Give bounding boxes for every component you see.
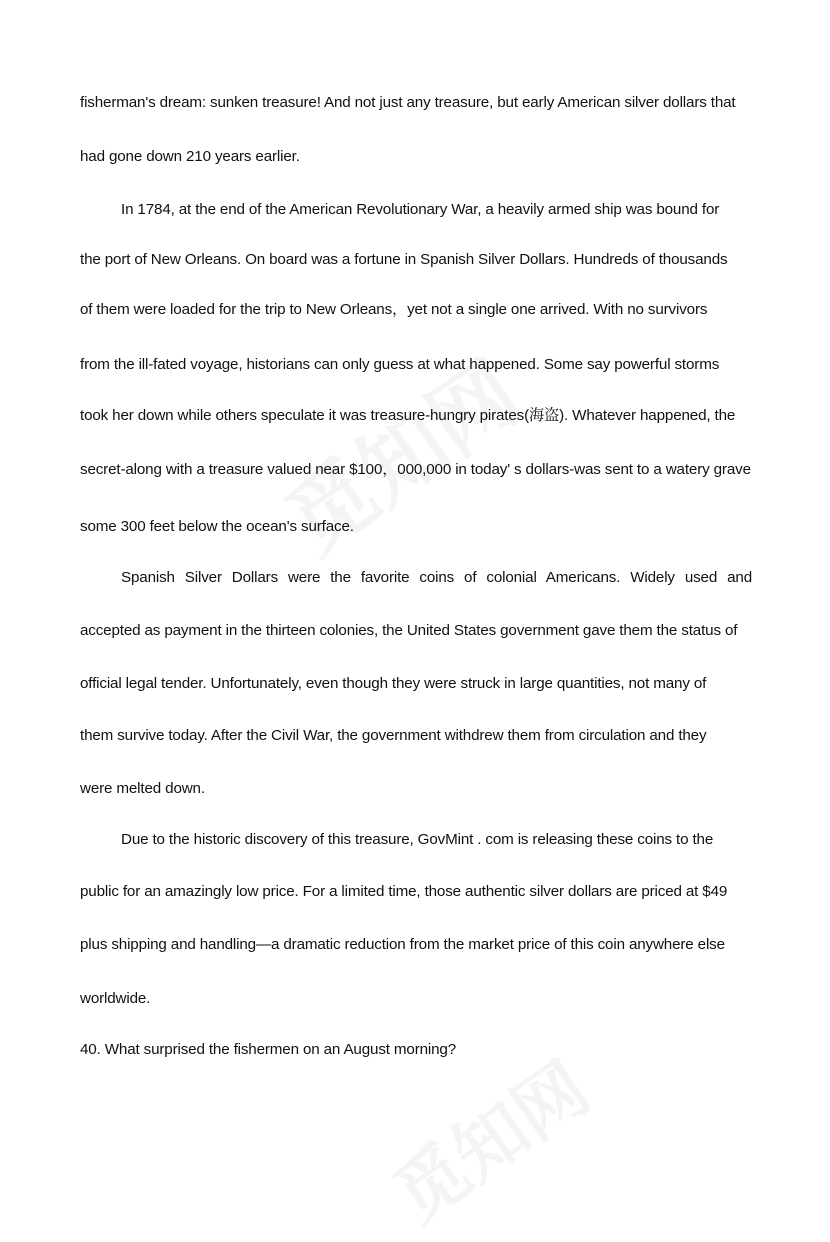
paragraph-line: fisherman's dream: sunken treasure! And not just any treasure, but early American silver dollars that: [80, 94, 736, 111]
question-text: 40. What surprised the fishermen on an August morning?: [80, 1041, 457, 1058]
paragraph-line: official legal tender. Unfortunately, even though they were struck in large quantities, not many of: [80, 675, 707, 692]
watermark-logo: [370, 1032, 607, 1241]
paragraph-line: Due to the historic discovery of this treasure, GovMint . com is releasing these coins to the: [121, 831, 714, 848]
paragraph-line: public for an amazingly low price. For a limited time, those authentic silver dollars are priced at $49: [80, 883, 728, 900]
paragraph-line: the port of New Orleans. On board was a fortune in Spanish Silver Dollars. Hundreds of thousands: [80, 251, 728, 268]
paragraph-line: secret-along with a treasure valued near $100，000,000 in today' s dollars-was sent to a watery grave: [80, 461, 751, 478]
paragraph-line: took her down while others speculate it was treasure-hungry pirates(海盗). Whatever happened, the: [80, 407, 736, 424]
paragraph-line: plus shipping and handling—a dramatic reduction from the market price of this coin anywhere else: [80, 936, 725, 953]
paragraph-line: some 300 feet below the ocean's surface.: [80, 518, 354, 535]
paragraph-line: from the ill-fated voyage, historians can only guess at what happened. Some say powerful storms: [80, 356, 720, 373]
paragraph-line: of them were loaded for the trip to New Orleans，yet not a single one arrived. With no survivors: [80, 301, 708, 318]
paragraph-line: were melted down.: [80, 780, 205, 797]
paragraph-line: had gone down 210 years earlier.: [80, 148, 300, 165]
paragraph-line: In 1784, at the end of the American Revolutionary War, a heavily armed ship was bound for: [121, 201, 720, 218]
paragraph-line: accepted as payment in the thirteen colonies, the United States government gave them the status of: [80, 622, 738, 639]
paragraph-line: worldwide.: [80, 990, 151, 1007]
paragraph-line: them survive today. After the Civil War, the government withdrew them from circulation and they: [80, 727, 707, 744]
paragraph-line: Spanish Silver Dollars were the favorite coins of colonial Americans. Widely used and: [121, 569, 752, 586]
